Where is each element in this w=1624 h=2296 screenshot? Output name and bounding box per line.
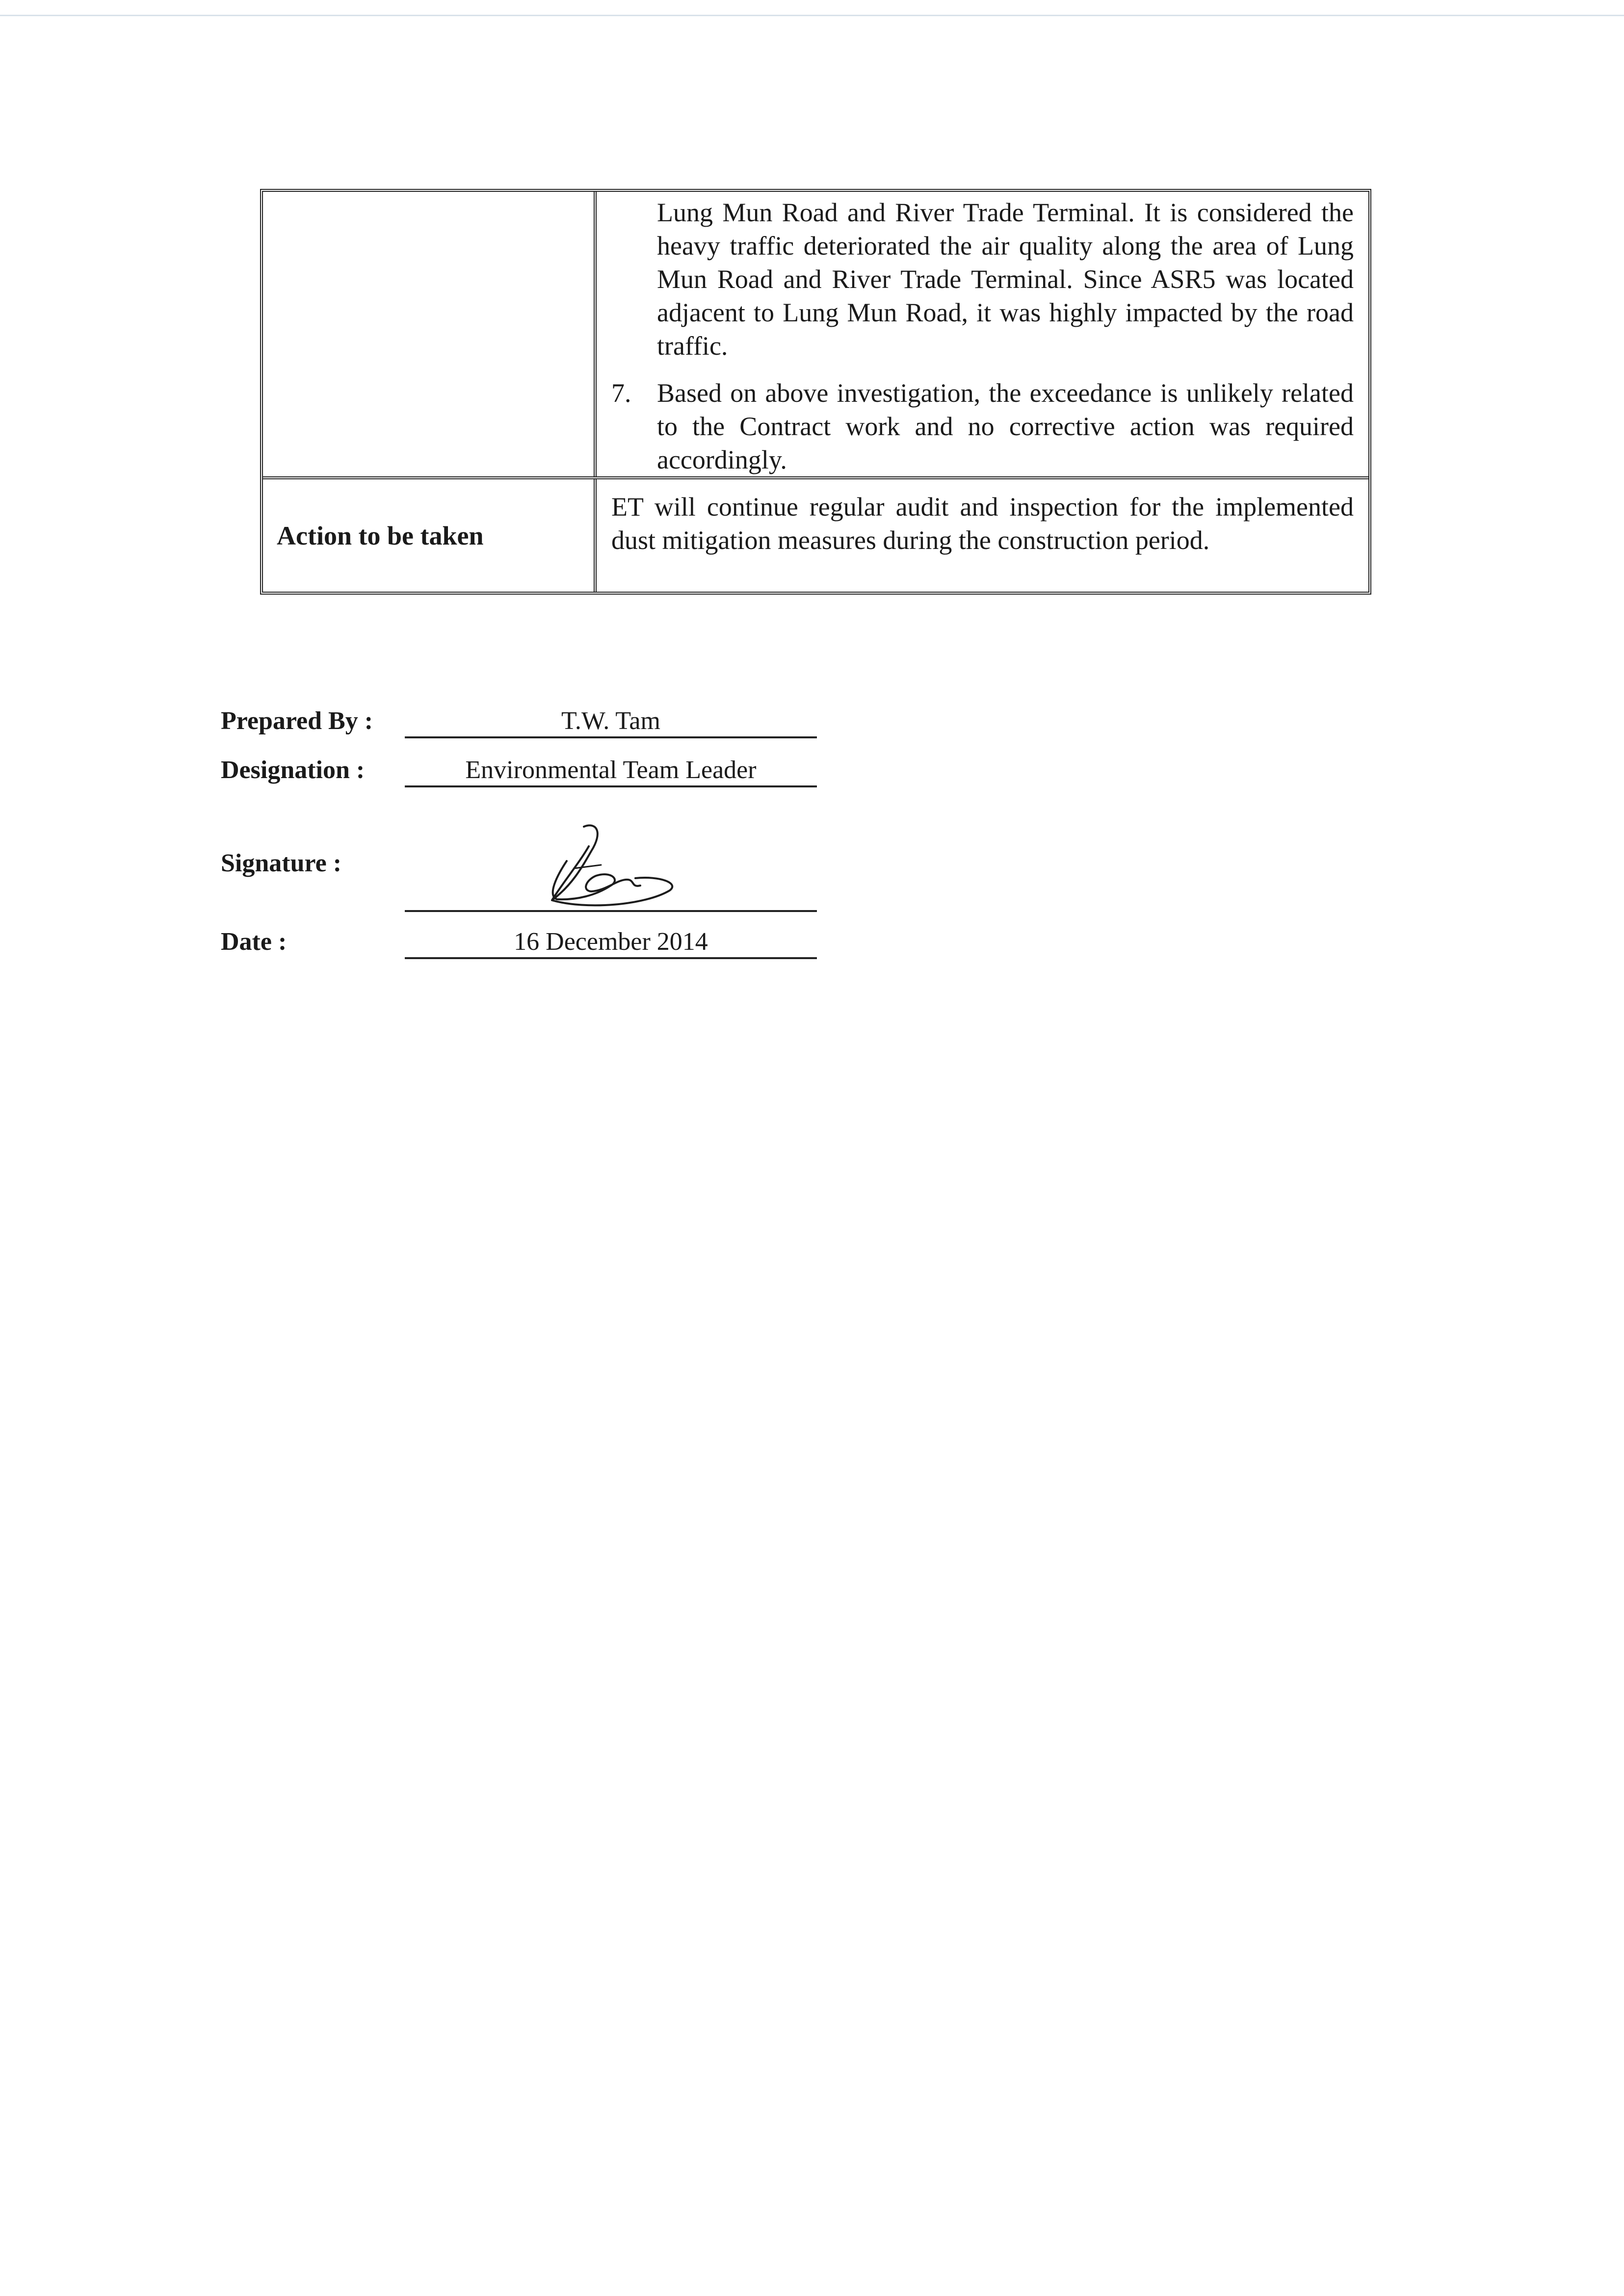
- table-cell-action-text: [597, 479, 1368, 592]
- table-cell-action-label: [263, 479, 597, 592]
- designation-label: Designation :: [221, 756, 365, 784]
- table-row-investigation-continued: [263, 192, 1368, 476]
- designation-value: Environmental Team Leader: [405, 756, 817, 787]
- handwritten-signature-icon: [537, 817, 684, 908]
- action-description: ET will continue regular audit and inspection for the implemented dust mitigation measures during the construction period.: [611, 492, 1354, 555]
- table-row-action: [263, 476, 1368, 592]
- list-item-7: [611, 376, 1354, 476]
- table-cell-empty-label: [263, 192, 597, 476]
- signature-label: Signature :: [221, 849, 342, 877]
- signature-line: [405, 817, 817, 912]
- list-item-number: 7.: [611, 378, 631, 408]
- action-label: Action to be taken: [277, 521, 484, 550]
- table-cell-investigation: [597, 192, 1368, 476]
- scan-edge-line: [0, 15, 1624, 16]
- list-item-text: Based on above investigation, the exceedance is unlikely related to the Contract work and no corrective action was required accordingly.: [657, 378, 1354, 474]
- item6-continuation-text: Lung Mun Road and River Trade Terminal. It is considered the heavy traffic deteriorated the air quality along the area of Lung Mun Road and River Trade Terminal. Since ASR5 was located adjacent to Lung Mun Road, it was highly impacted by the road traffic.: [657, 198, 1354, 361]
- date-label: Date :: [221, 928, 287, 956]
- date-value: 16 December 2014: [405, 927, 817, 959]
- prepared-by-value: T.W. Tam: [405, 706, 817, 738]
- exceedance-report-table: [260, 189, 1371, 595]
- prepared-by-label: Prepared By :: [221, 707, 373, 735]
